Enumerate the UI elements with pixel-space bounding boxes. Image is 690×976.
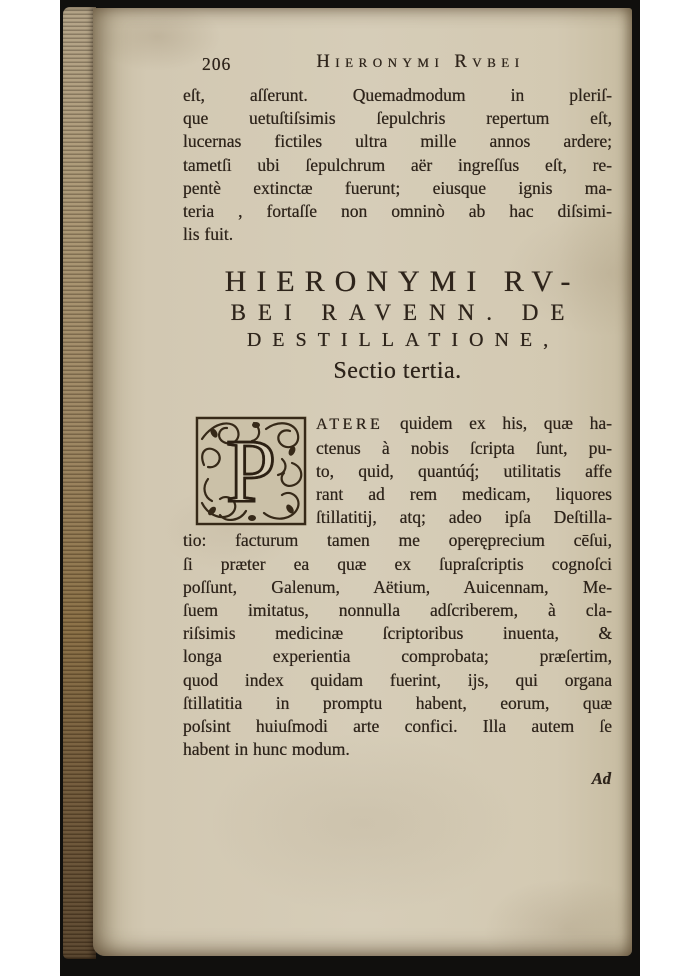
text-line (316, 412, 612, 436)
text-line: habent in hunc modum. (183, 739, 350, 760)
ornate-initial-block (194, 415, 308, 527)
woodcut-ornament (194, 415, 308, 527)
text-line: que uetuſtiſsimis ſepulchris repertum eſt, (183, 108, 612, 129)
opening-word-caps: ATERE (316, 416, 384, 434)
paragraph-2-lines (183, 529, 612, 738)
book-page-edges (63, 7, 96, 959)
text-line: poſsint huiuſmodi arte confici. Illa autem ſe (183, 716, 612, 737)
scanned-book-photo (60, 0, 640, 976)
text-line: poſſunt, Galenum, Aëtium, Auicennam, Me- (183, 576, 612, 597)
text-line: longa experientia comprobata; præſertim, (183, 646, 612, 667)
opening-line-rest: quidem ex his, quæ ha- (383, 413, 612, 434)
text-line: ſuem imitatus, nonnulla adſcriberem, à cla- (183, 600, 612, 621)
text-line: tio: facturum tamen me operęprecium cēſui, (183, 530, 612, 551)
text-line: rant ad rem medicam, liquores (316, 484, 612, 505)
text-line: tametſi ubi ſepulchrum aër ingreſſus eſt, re- (183, 154, 612, 175)
text-line: ſtillatitia in promptu habent, eorum, quæ (183, 692, 612, 713)
page-number: 206 (202, 54, 232, 74)
heading-line-1: HIERONYMI RV- (224, 265, 581, 299)
running-head (183, 52, 612, 78)
body-paragraph-2 (183, 412, 612, 789)
body-paragraph-1 (183, 84, 612, 223)
text-line: teria , fortaſſe non omninò ab hac diſsimi- (183, 201, 612, 222)
text-line: ſtillatitij, atq; adeo ipſa Deſtilla- (316, 507, 612, 528)
text-line: ſi præter ea quæ ex ſupraſcriptis cognoſci (183, 553, 612, 574)
section-subtitle: Sectio tertia. (333, 358, 462, 385)
text-line: pentè extinctæ fuerunt; eiusque ignis ma- (183, 177, 612, 198)
text-line: eſt, aſſerunt. Quemadmodum in pleriſ- (183, 85, 612, 105)
drop-cap-letter: P (225, 422, 277, 522)
text-line: ctenus à nobis ſcripta ſunt, pu- (316, 437, 612, 458)
text-line: lucernas fictiles ultra mille annos ardere; (183, 131, 612, 152)
section-heading (183, 266, 612, 386)
text-line: to, quid, quantúq́; utilitatis affe (316, 460, 612, 481)
book-page (93, 8, 632, 956)
heading-line-2: BEI RAVENN. DE (230, 300, 577, 326)
running-title: Hieronymi Rvbei (316, 52, 525, 72)
heading-line-3: DESTILLATIONE, (246, 329, 560, 352)
catchword: Ad (591, 769, 611, 789)
text-block (183, 52, 612, 789)
text-line: riſsimis medicinæ ſcriptoribus inuenta, & (183, 623, 612, 644)
text-line: quod index quidam fuerint, ijs, qui organa (183, 669, 612, 690)
text-line: lis fuit. (183, 224, 234, 245)
